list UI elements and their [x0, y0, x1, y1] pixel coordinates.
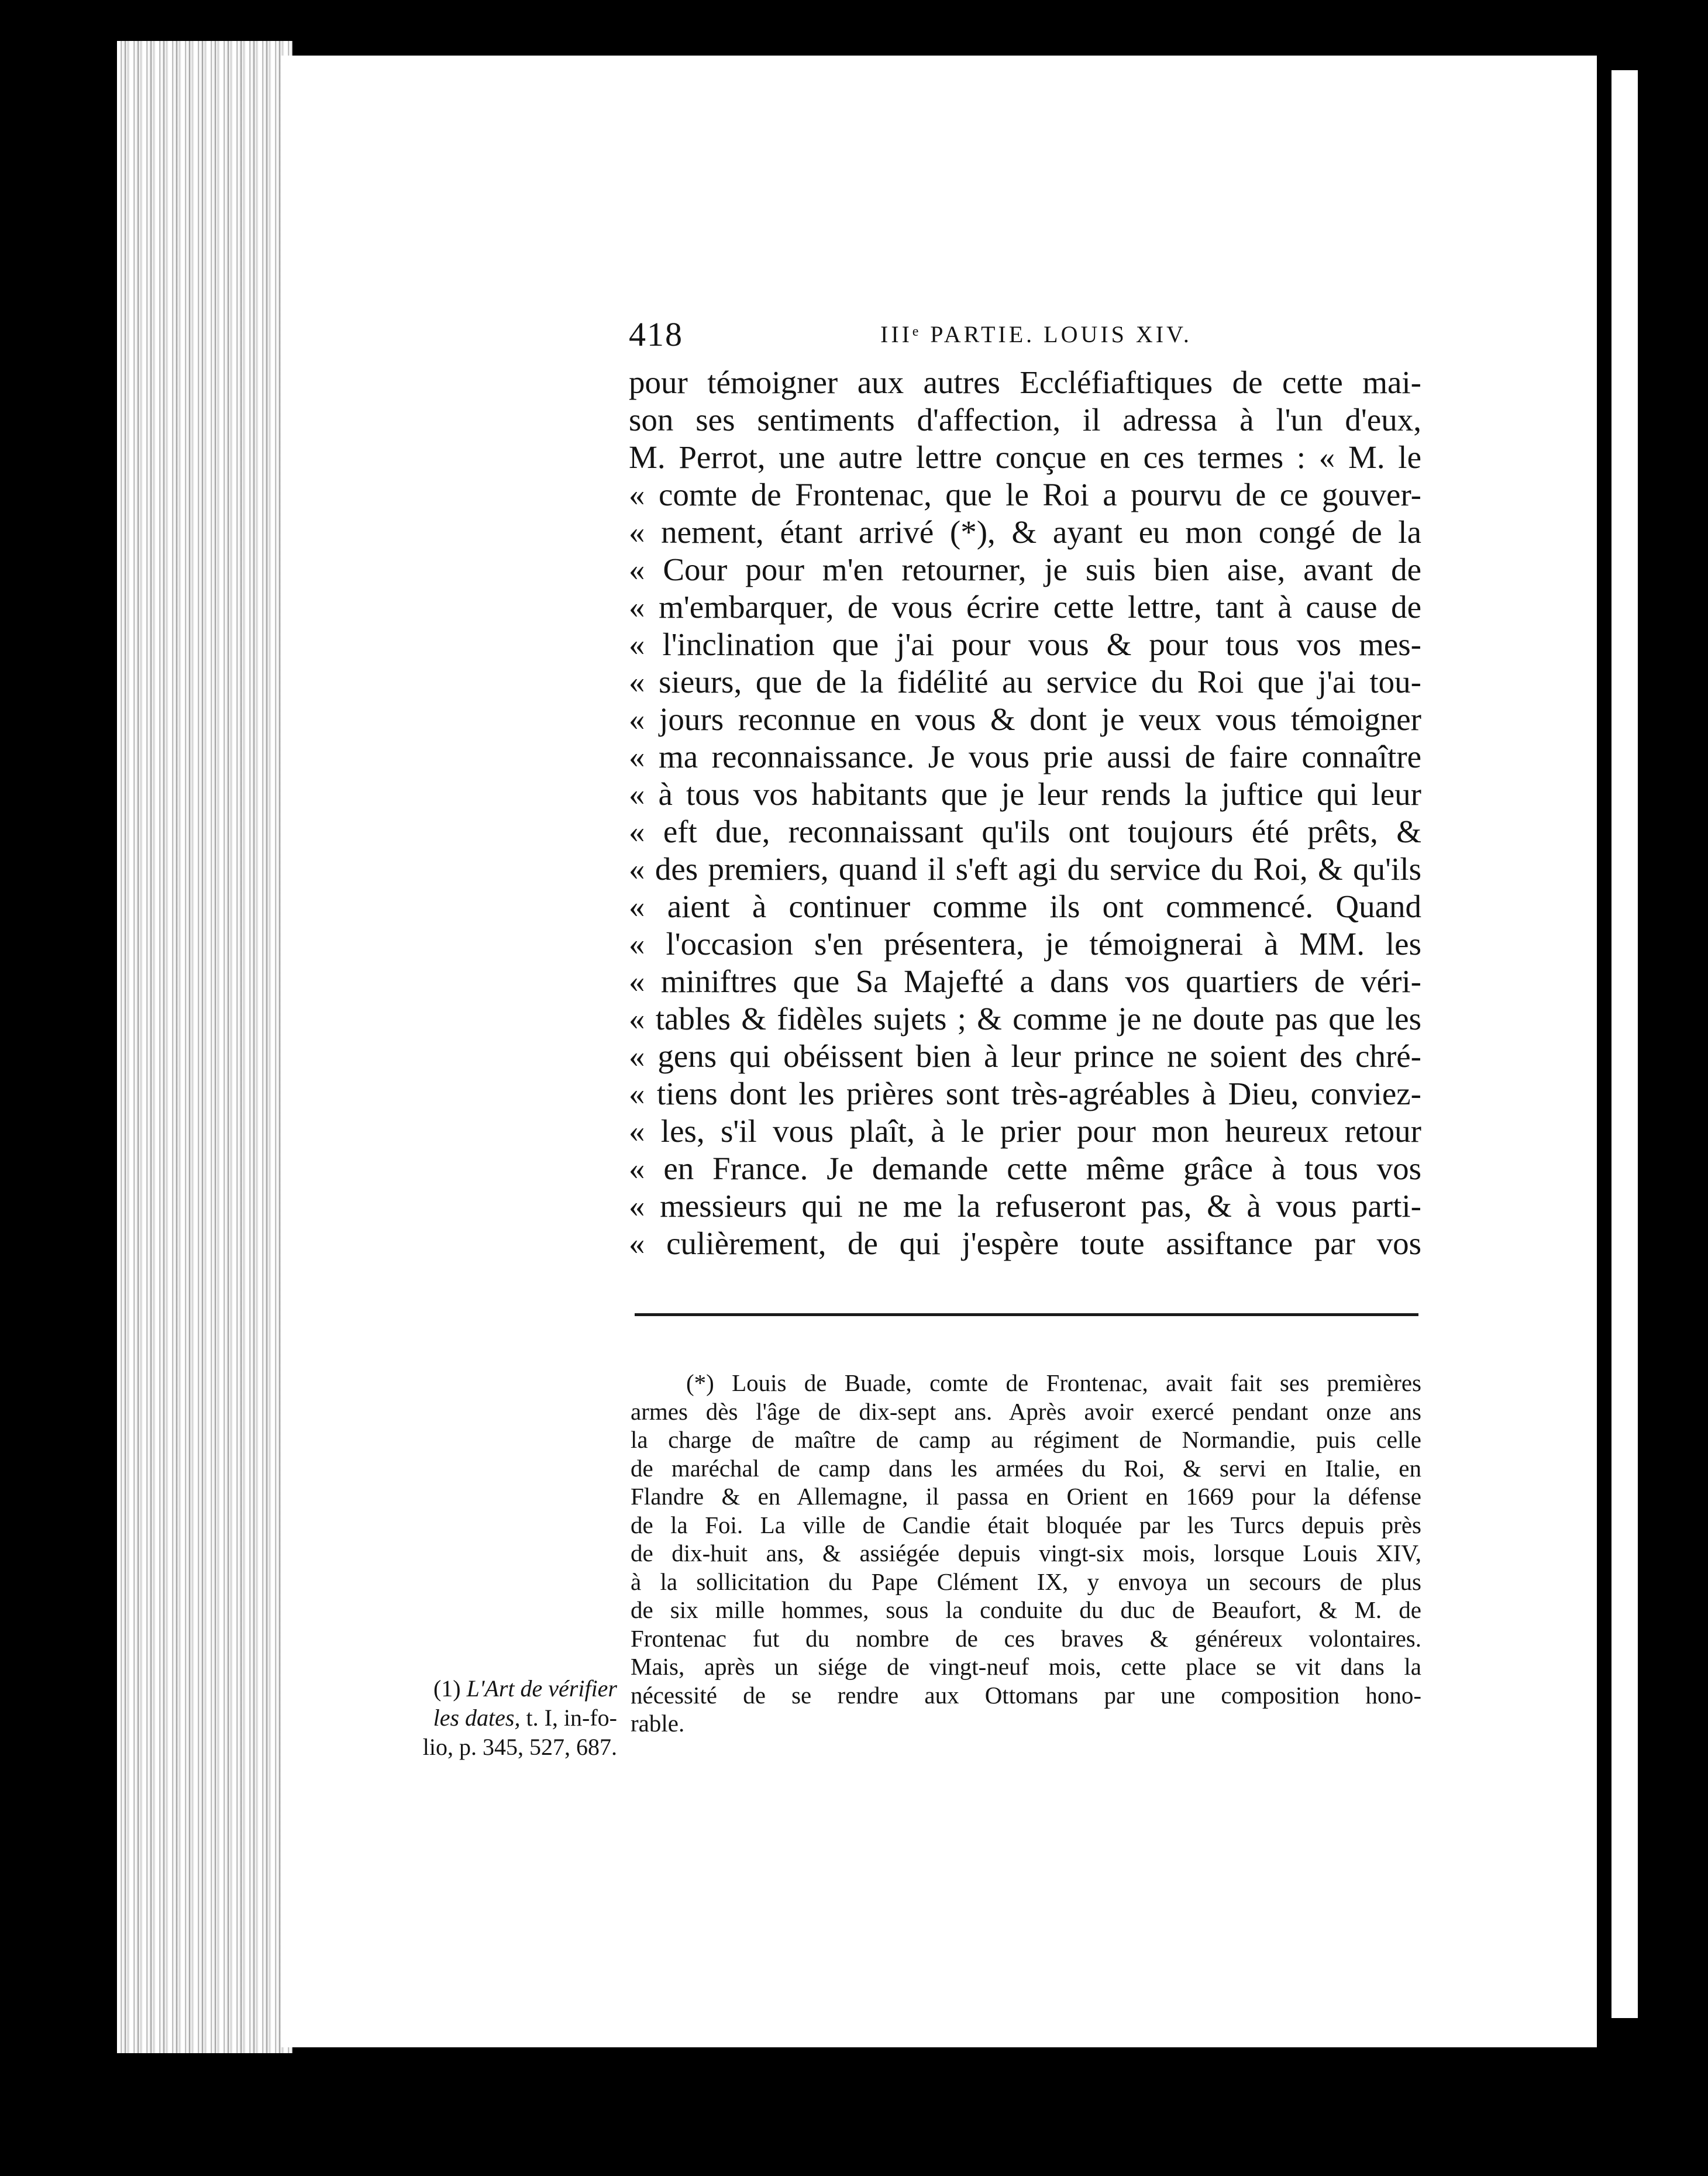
body-line: M. Perrot, une autre lettre conçue en ces termes : « M. le [629, 439, 1421, 475]
footnote-line: de la Foi. La ville de Candie était bloquée par les Turcs depuis près [631, 1511, 1421, 1538]
body-line: « culièrement, de qui j'espère toute assiftance par vos [629, 1225, 1421, 1261]
body-line: « Cour pour m'en retourner, je suis bien aise, avant de [629, 552, 1421, 587]
facing-page-edge [1611, 70, 1638, 2018]
body-line: son ses sentiments d'affection, il adressa à l'un d'eux, [629, 402, 1421, 438]
footnote-line: nécessité de se rendre aux Ottomans par une composition hono- [631, 1681, 1421, 1709]
footnote-line: armes dès l'âge de dix-sept ans. Après avoir exercé pendant onze ans [631, 1397, 1421, 1425]
body-text [629, 364, 1421, 1262]
margin-note [404, 1674, 617, 1762]
body-line: « à tous vos habitants que je leur rends la juftice qui leur [629, 776, 1421, 812]
footnote-line: (*) Louis de Buade, comte de Frontenac, avait fait ses premières [686, 1369, 1421, 1396]
body-line: « eft due, reconnaissant qu'ils ont toujours été prêts, & [629, 814, 1421, 849]
margin-note-title: L'Art de vérifier [466, 1675, 617, 1702]
body-line: « m'embarquer, de vous écrire cette lettre, tant à cause de [629, 589, 1421, 625]
body-line: « les, s'il vous plaît, à le prier pour mon heureux retour [629, 1113, 1421, 1149]
body-line: « aient à continuer comme ils ont commencé. Quand [629, 889, 1421, 924]
body-line: « nement, étant arrivé (*), & ayant eu mon congé de la [629, 514, 1421, 550]
body-line: « messieurs qui ne me la refuseront pas, & à vous parti- [629, 1188, 1421, 1224]
page-header [629, 315, 1421, 356]
body-line: « sieurs, que de la fidélité au service du Roi que j'ai tou- [629, 664, 1421, 700]
footnote-line: Flandre & en Allemagne, il passa en Orient en 1669 pour la défense [631, 1483, 1421, 1510]
footnote-line: Mais, après un siége de vingt-neuf mois, cette place se vit dans la [631, 1653, 1421, 1680]
footnote-line: la charge de maître de camp au régiment de Normandie, puis celle [631, 1426, 1421, 1453]
footnote-line: de six mille hommes, sous la conduite du duc de Beaufort, & M. de [631, 1596, 1421, 1623]
footnote [631, 1369, 1421, 1738]
running-head: IIIᵉ PARTIE. LOUIS XIV. [880, 321, 1192, 347]
footnote-line: de dix-huit ans, & assiégée depuis vingt-six mois, lorsque Louis XIV, [631, 1540, 1421, 1566]
body-line: pour témoigner aux autres Eccléfiaftiques de cette mai- [629, 364, 1421, 400]
body-line: « des premiers, quand il s'eft agi du service du Roi, & qu'ils [629, 851, 1421, 887]
body-line: « l'occasion s'en présentera, je témoignerai à MM. les [629, 926, 1421, 962]
margin-note-title-cont: les dates, [433, 1705, 521, 1731]
body-line: « tables & fidèles sujets ; & comme je ne doute pas que les [629, 1001, 1421, 1037]
body-line: « en France. Je demande cette même grâce à tous vos [629, 1151, 1421, 1186]
book-page-edges [117, 41, 292, 2053]
margin-note-line: lio, p. 345, 527, 687. [422, 1734, 617, 1760]
body-line: « ma reconnaissance. Je vous prie aussi de faire connaître [629, 739, 1421, 774]
footnote-rule [635, 1313, 1418, 1316]
margin-note-marker: (1) [433, 1675, 467, 1702]
margin-note-line [404, 1674, 617, 1703]
footnote-line: de maréchal de camp dans les armées du Roi, & servi en Italie, en [631, 1454, 1421, 1482]
margin-note-reference: t. I, in-fo- [520, 1705, 617, 1731]
body-line: « gens qui obéissent bien à leur prince ne soient des chré- [629, 1038, 1421, 1074]
margin-note-line [404, 1703, 617, 1733]
footnote-line: Frontenac fut du nombre de ces braves & généreux volontaires. [631, 1624, 1421, 1652]
page-number: 418 [629, 315, 683, 353]
footnote-line: rable. [631, 1710, 685, 1737]
body-line: « tiens dont les prières sont très-agréables à Dieu, conviez- [629, 1076, 1421, 1111]
body-line: « comte de Frontenac, que le Roi a pourvu de ce gouver- [629, 477, 1421, 512]
body-line: « miniftres que Sa Majefté a dans vos quartiers de véri- [629, 963, 1421, 999]
footnote-line: à la sollicitation du Pape Clément IX, y envoya un secours de plus [631, 1568, 1421, 1595]
body-line: « jours reconnue en vous & dont je veux vous témoigner [629, 701, 1421, 737]
body-line: « l'inclination que j'ai pour vous & pour tous vos mes- [629, 626, 1421, 662]
